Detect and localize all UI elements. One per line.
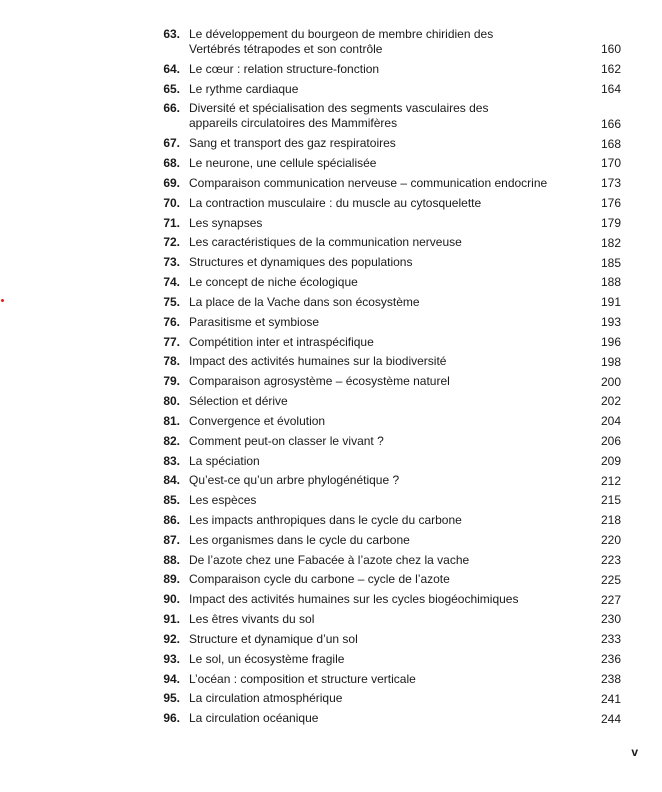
toc-entry-title: Les êtres vivants du sol xyxy=(189,612,315,627)
toc-entry-number: 77. xyxy=(163,334,180,349)
toc-entry-title: Comment peut-on classer le vivant ? xyxy=(189,433,384,448)
toc-entry-title: Les caractéristiques de la communication nerveuse xyxy=(189,235,462,250)
toc-entry-number: 76. xyxy=(163,314,180,329)
toc-entry-page: 176 xyxy=(600,196,621,211)
toc-entry-title: Structure et dynamique d’un sol xyxy=(189,631,358,646)
toc-entry-number: 74. xyxy=(163,275,180,290)
toc-entry-number: 85. xyxy=(163,493,180,508)
toc-entry[interactable] xyxy=(150,592,621,612)
toc-entry-number: 81. xyxy=(163,413,180,428)
toc-entry[interactable] xyxy=(150,255,621,275)
toc-entry[interactable] xyxy=(150,335,621,355)
toc-entry-title: L’océan : composition et structure verticale xyxy=(189,671,416,686)
toc-entry-number: 67. xyxy=(163,136,180,151)
toc-entry-number: 66. xyxy=(163,101,180,116)
toc-entry-page: 170 xyxy=(600,156,621,171)
toc-entry-page: 164 xyxy=(600,81,621,96)
toc-entry-page: 160 xyxy=(600,42,621,57)
toc-entry-number: 63. xyxy=(163,27,180,41)
toc-entry-number: 78. xyxy=(163,354,180,369)
toc-entry-page: 193 xyxy=(600,315,621,330)
toc-entry-title: Les organismes dans le cycle du carbone xyxy=(189,532,410,547)
toc-entry[interactable] xyxy=(150,454,621,474)
toc-entry[interactable] xyxy=(150,196,621,216)
toc-entry-title: Comparaison communication nerveuse – communication endocrine xyxy=(189,175,548,190)
toc-entry-title: Comparaison cycle du carbone – cycle de l’azote xyxy=(189,572,450,587)
toc-entry-page: 204 xyxy=(600,414,621,429)
toc-entry-number: 82. xyxy=(163,433,180,448)
toc-entry-number: 90. xyxy=(163,592,180,607)
toc-entry[interactable] xyxy=(150,315,621,335)
toc-entry[interactable] xyxy=(150,632,621,652)
toc-entry-title: Diversité et spécialisation des segments vasculaires des xyxy=(189,101,489,116)
toc-entry-page: 233 xyxy=(600,632,621,647)
toc-entry[interactable] xyxy=(150,691,621,711)
toc-entry-title: Impact des activités humaines sur la biodiversité xyxy=(189,354,447,369)
toc-entry-number: 89. xyxy=(163,572,180,587)
toc-entry-page: 166 xyxy=(600,116,621,131)
toc-entry[interactable] xyxy=(150,176,621,196)
toc-entry-page: 173 xyxy=(600,176,621,191)
toc-entry-page: 241 xyxy=(600,691,621,706)
toc-entry-title: Impact des activités humaines sur les cycles biogéochimiques xyxy=(189,592,519,607)
toc-entry-title: Le neurone, une cellule spécialisée xyxy=(189,156,377,171)
toc-entry-title: Le sol, un écosystème fragile xyxy=(189,651,345,666)
toc-entry-number: 95. xyxy=(163,691,180,706)
toc-entry[interactable] xyxy=(150,394,621,414)
toc-entry[interactable] xyxy=(150,216,621,236)
toc-entry-page: 179 xyxy=(600,215,621,230)
toc-entry-number: 75. xyxy=(163,294,180,309)
toc-entry-title: Structures et dynamiques des populations xyxy=(189,255,413,270)
toc-entry[interactable] xyxy=(150,612,621,632)
toc-entry[interactable] xyxy=(150,414,621,434)
toc-entry-number: 69. xyxy=(163,175,180,190)
toc-entry-number: 93. xyxy=(163,651,180,666)
toc-entry[interactable] xyxy=(150,156,621,176)
toc-entry-page: 220 xyxy=(600,533,621,548)
page-number-roman: v xyxy=(631,745,638,759)
toc-entry-title: Le rythme cardiaque xyxy=(189,81,299,96)
toc-entry-page: 238 xyxy=(600,671,621,686)
toc-entry-title: Le concept de niche écologique xyxy=(189,275,358,290)
toc-entry-page: 191 xyxy=(600,295,621,310)
toc-entry[interactable] xyxy=(150,354,621,374)
toc-entry[interactable] xyxy=(150,62,621,82)
toc-entry-title: La spéciation xyxy=(189,453,260,468)
toc-entry-page: 198 xyxy=(600,354,621,369)
toc-entry-page: 206 xyxy=(600,434,621,448)
toc-entry-number: 96. xyxy=(163,711,180,726)
toc-entry[interactable] xyxy=(150,82,621,102)
toc-entry-title: Les synapses xyxy=(189,215,263,230)
toc-entry[interactable] xyxy=(150,27,621,62)
toc-entry-number: 64. xyxy=(163,61,180,76)
toc-entry-title: Sang et transport des gaz respiratoires xyxy=(189,136,396,151)
toc-entry-title: Les impacts anthropiques dans le cycle du carbone xyxy=(189,512,462,527)
toc-entry-title: appareils circulatoires des Mammifères xyxy=(189,115,398,130)
toc-entry-page: 182 xyxy=(600,235,621,250)
toc-entry[interactable] xyxy=(150,434,621,454)
toc-entry-number: 72. xyxy=(163,235,180,250)
toc-entry[interactable] xyxy=(150,513,621,533)
toc-entry-page: 202 xyxy=(600,394,621,409)
toc-entry-page: 209 xyxy=(600,453,621,468)
toc-entry-page: 223 xyxy=(600,552,621,567)
toc-entry[interactable] xyxy=(150,295,621,315)
toc-entry[interactable] xyxy=(150,672,621,692)
toc-entry-title: Sélection et dérive xyxy=(189,394,288,409)
toc-entry[interactable] xyxy=(150,652,621,672)
toc-entry-title: La contraction musculaire : du muscle au cytosquelette xyxy=(189,195,482,210)
toc-entry-number: 94. xyxy=(163,671,180,686)
toc-entry-title: Compétition inter et intraspécifique xyxy=(189,334,374,349)
toc-entry[interactable] xyxy=(150,572,621,592)
toc-entry-number: 70. xyxy=(163,195,180,210)
toc-entry-number: 71. xyxy=(163,215,180,230)
toc-entry-page: 225 xyxy=(600,572,621,587)
toc-entry-title: La circulation océanique xyxy=(189,711,319,726)
toc-entry-number: 65. xyxy=(163,81,180,96)
toc-entry[interactable] xyxy=(150,473,621,493)
toc-entry[interactable] xyxy=(150,493,621,513)
toc-entry-title: Convergence et évolution xyxy=(189,413,326,428)
toc-entry-title: Le développement du bourgeon de membre chiridien des xyxy=(189,27,494,41)
toc-entry-page: 162 xyxy=(600,62,621,77)
toc-entry-page: 185 xyxy=(600,255,621,270)
toc-entry-page: 188 xyxy=(600,275,621,290)
toc-entry-number: 87. xyxy=(163,532,180,547)
margin-mark xyxy=(1,299,4,302)
toc-entry[interactable] xyxy=(150,136,621,156)
toc-entry-page: 212 xyxy=(600,473,621,488)
toc-entry-page: 230 xyxy=(600,612,621,627)
toc-entry-number: 92. xyxy=(163,631,180,646)
toc-entry-page: 244 xyxy=(600,711,621,726)
toc-entry-page: 218 xyxy=(600,513,621,528)
table-of-contents xyxy=(150,27,621,731)
toc-entry[interactable] xyxy=(150,533,621,553)
toc-entry-number: 68. xyxy=(163,156,180,171)
toc-entry-title: La place de la Vache dans son écosystème xyxy=(189,294,420,309)
toc-entry-page: 196 xyxy=(600,334,621,349)
toc-entry-title: Les espèces xyxy=(189,493,257,508)
toc-entry-title: La circulation atmosphérique xyxy=(189,691,343,706)
toc-entry-number: 86. xyxy=(163,512,180,527)
toc-entry[interactable] xyxy=(150,553,621,573)
toc-entry-number: 80. xyxy=(163,394,180,409)
toc-entry[interactable] xyxy=(150,711,621,731)
toc-entry-number: 84. xyxy=(163,473,180,488)
toc-entry-page: 200 xyxy=(600,374,621,389)
toc-entry-title: Comparaison agrosystème – écosystème naturel xyxy=(189,374,450,389)
toc-entry[interactable] xyxy=(150,101,621,136)
toc-entry-number: 91. xyxy=(163,612,180,627)
toc-entry-title: Vertébrés tétrapodes et son contrôle xyxy=(189,41,383,56)
toc-entry-page: 215 xyxy=(600,493,621,508)
toc-entry-number: 73. xyxy=(163,255,180,270)
toc-entry-title: Parasitisme et symbiose xyxy=(189,314,320,329)
toc-entry-title: De l’azote chez une Fabacée à l’azote chez la vache xyxy=(189,552,470,567)
toc-entry-title: Le cœur : relation structure-fonction xyxy=(189,61,380,76)
toc-entry[interactable] xyxy=(150,235,621,255)
toc-entry-number: 88. xyxy=(163,552,180,567)
toc-entry-number: 83. xyxy=(163,453,180,468)
toc-entry-number: 79. xyxy=(163,374,180,389)
toc-entry[interactable] xyxy=(150,275,621,295)
toc-entry-page: 236 xyxy=(600,652,621,667)
toc-entry-page: 168 xyxy=(600,136,621,151)
toc-entry[interactable] xyxy=(150,374,621,394)
toc-entry-page: 227 xyxy=(600,592,621,607)
toc-entry-title: Qu’est-ce qu’un arbre phylogénétique ? xyxy=(189,473,400,488)
